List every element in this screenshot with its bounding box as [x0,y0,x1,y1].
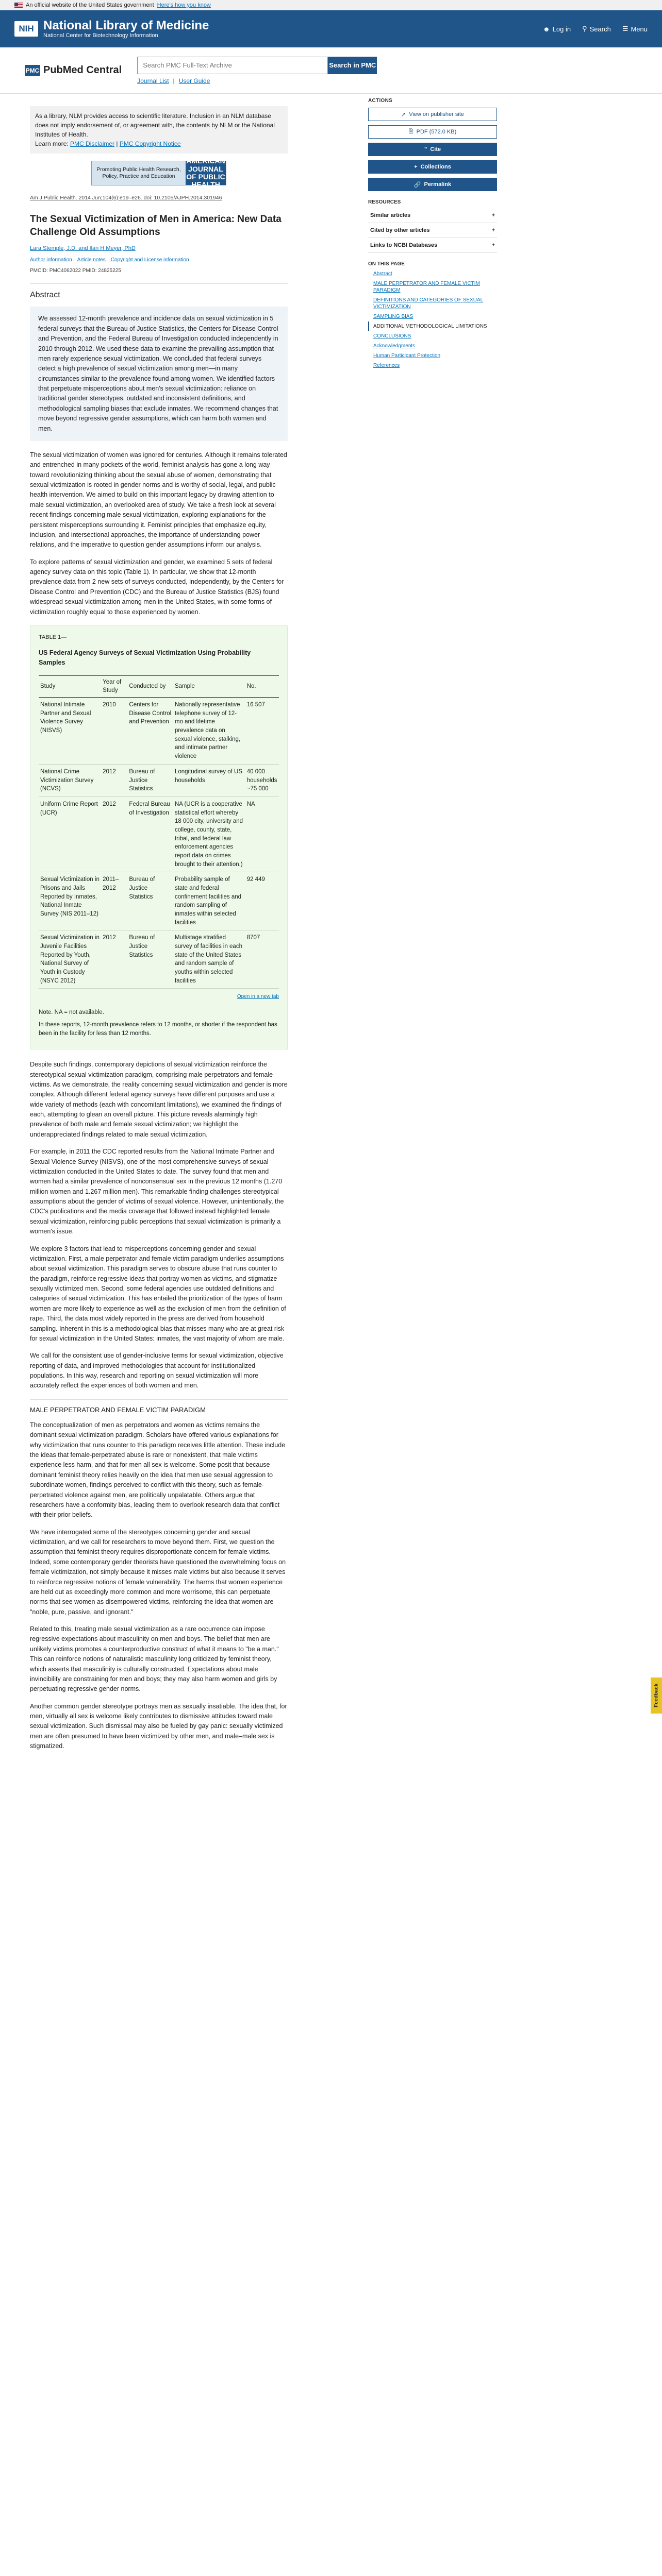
article-ids: PMCID: PMC4062022 PMID: 24825225 [30,268,121,274]
feedback-button[interactable]: Feedback [651,1677,662,1714]
table-1 [30,625,288,1049]
body-paragraph: To explore patterns of sexual victimization and gender, we examined 5 sets of federal agency survey data on this topic (Table 1). In particular, we show that 12-month prevalence data from 2 new sets of surveys conducted, independently, by the Centers for Disease Control and Prevention (CDC) and the Bureau of Justice Statistics (BJS) found widespread sexual victimization among men in the United States, with some forms of victimization roughly equal to those experienced by women. [30,558,284,616]
table-row: Sexual Victimization in Prisons and Jails Reported by Inmates, National Inmate Survey (NIS 2011–12) 2011–2012 Bureau of Justice Statistics Probability sample of state and federal confinement facilities and random sampling of inmates within selected facilities 92 449 [39,872,279,930]
nlm-logo[interactable] [14,19,209,38]
resource-similar[interactable]: Similar articles + [368,208,497,223]
collections-button[interactable]: + Collections [368,160,497,174]
toc-item[interactable]: Human Participant Protection [373,353,441,359]
permalink-button[interactable]: 🔗 Permalink [368,178,497,191]
body-paragraph: We explore 3 factors that lead to misperceptions concerning gender and sexual victimization. First, a male perpetrator and female victim paradigm underlies assumptions about sexual victimization. This paradigm serves to obscure abuse that runs counter to the paradigm, reinforce regressive ideas that portray women as victims, and stigmatize sexually victimized men. Second, some federal agencies use outdated definitions and categories of sexual victimization. This has entailed the prioritization of the types of harm women are more likely to experience as well as the exclusion of men from the definition of rape. Third, the data most widely reported in the press are derived from household sampling. Inherent in this is a methodological bias that misses many who are at great risk for sexual victimization in the United States: inmates, the vast majority of whom are male. [30,1245,286,1342]
pdf-button[interactable]: 🗎 PDF (572.0 KB) [368,125,497,139]
article-title: The Sexual Victimization of Men in America: New Data Challenge Old Assumptions [30,214,282,238]
login-button[interactable]: ☻ Log in [542,25,571,33]
table-header: No. [245,675,279,697]
search-icon: ⚲ [582,25,587,32]
pmc-search: Search PMC Full-Text Archive Search in PMC Journal List | User Guide [137,57,377,84]
body-paragraph: The sexual victimization of women was ignored for centuries. Although it remains tolerated and entrenched in many pockets of the world, feminist analysis has gone a long way toward revolutionizing thinking about the sexual abuse of women, demonstrating that sexual victimization is rooted in gender norms and is worthy of social, legal, and public health intervention. We aimed to build on this important legacy by drawing attention to male sexual victimization, an overlooked area of study. We take a fresh look at several recent findings concerning male sexual victimization, exploring explanations for the persistent misperceptions surrounding it. Feminist principles that emphasize equity, inclusion, and intersectional approaches, the importance of understanding power relations, and the imperative to question gender assumptions inform our analysis. [30,451,287,549]
quote-icon: ” [424,146,427,152]
toc-item-active[interactable]: ADDITIONAL METHODOLOGICAL LIMITATIONS [368,321,497,331]
gov-banner-text: An official website of the United States government [26,2,154,8]
article [30,94,288,1759]
pmc-bar [0,47,662,94]
table-note: Note. NA = not available. [39,1009,104,1015]
main-content [0,94,662,1759]
toc-item[interactable]: Acknowledgments [373,343,416,349]
table-label: TABLE 1— [39,634,67,640]
resource-ncbi-links[interactable]: Links to NCBI Databases + [368,238,497,253]
abstract-text: We assessed 12-month prevalence and incidence data on sexual victimization in 5 federal surveys that the Bureau of Justice Statistics, the Centers for Disease Control and Prevention, and the Federal Bureau of Investigation conducted independently in 2010 through 2012. We used these data to examine the prevailing assumption that men rarely experience sexual victimization. We concluded that federal surveys detect a high prevalence of sexual victimization among men—in many circumstances similar to the prevalence found among women. We identified factors that perpetuate misperceptions about men's sexual victimization: reliance on traditional gender stereotypes, outdated and inconsistent definitions, and methodological sampling biases that exclude inmates. We recommend changes that move beyond regressive gender assumptions, which can harm both women and men. [38,315,278,432]
nlm-notice: As a library, NLM provides access to scientific literature. Inclusion in an NLM database does not imply endorsement of, or agreement with, the contents by NLM or the National Institutes of Health. Learn more: PMC Disclaimer | PMC Copyright Notice [30,106,288,154]
link-icon: 🔗 [413,181,421,188]
toc-item[interactable]: MALE PERPETRATOR AND FEMALE VICTIM PARADIGM [373,281,480,293]
body-paragraph: We call for the consistent use of gender-inclusive terms for sexual victimization, objective reporting of data, and improved methodologies that account for institutionalized populations. In this way, research and reporting on sexual victimization will more accurately reflect the experiences of both women and men. [30,1352,284,1389]
survey-table [39,675,279,989]
author-info-link[interactable]: Author information [30,257,72,263]
copyright-info-link[interactable]: Copyright and License information [110,257,189,263]
toc-item[interactable]: SAMPLING BIAS [373,314,413,319]
gov-banner-link[interactable]: Here's how you know [157,2,211,8]
gov-banner [0,0,662,10]
file-icon: 🗎 [408,128,413,135]
sidebar [368,94,497,1759]
ad-left-text: Promoting Public Health Research, Policy, Practice and Education [92,161,186,185]
copyright-link[interactable]: PMC Copyright Notice [119,140,181,147]
toc-item[interactable]: DEFINITIONS AND CATEGORIES OF SEXUAL VICTIMIZATION [373,297,484,310]
body-paragraph: Another common gender stereotype portrays men as sexually insatiable. The idea that, for men, virtually all sex is welcome likely contributes to dismissive attitudes toward male sexual victimization. Such dismissal may also be fueled by gay panic: sexually victimized men are often presumed to have been victimized by other men, and male–male sex is stigmatized. [30,1702,287,1750]
article-notes-link[interactable]: Article notes [77,257,106,263]
body-paragraph: We have interrogated some of the stereotypes concerning gender and sexual victimization, and we call for researchers to move beyond them. First, we question the assumption that feminist theory requires disproportionate concern for female victims. Indeed, some contemporary gender theorists have questioned the overwhelming focus on female victimization, not simply because it misses male victims but also because it serves to reinforce regressive notions of female vulnerability. The harms that women experience are held out as exceedingly more common and more worrisome, this can perpetuate norms that see women as disempowered victims, reinforcing the idea that women are "noble, pure, passive, and ignorant." [30,1528,286,1616]
menu-button[interactable]: ☰ Menu [622,25,648,33]
plus-icon: + [491,227,495,233]
view-publisher-button[interactable]: ↗ View on publisher site [368,108,497,121]
resource-cited-by[interactable]: Cited by other articles + [368,223,497,238]
notice-learn: Learn more: [35,140,69,147]
body-paragraph: For example, in 2011 the CDC reported results from the National Intimate Partner and Sexual Violence Survey (NISVS), one of the most comprehensive surveys of sexual victimization conducted in the United States to date. The survey found that men and women had a similar prevalence of nonconsensual sex in the previous 12 months (1.270 million women and 1.267 million men). This remarkable finding challenges stereotypical assumptions about the gender of victims of sexual violence. However, unintentionally, the CDC's publications and the media coverage that followed instead highlighted female sexual victimization, reinforcing public perceptions that sexual victimization is primarily a women's issue. [30,1148,284,1235]
pmc-name: PubMed Central [43,64,122,76]
section-heading: MALE PERPETRATOR AND FEMALE VICTIM PARADIGM [30,1399,288,1415]
user-icon: ☻ [542,25,550,33]
disclaimer-link[interactable]: PMC Disclaimer [70,140,115,147]
external-link-icon: ↗ [401,111,406,118]
table-row: National Intimate Partner and Sexual Violence Survey (NISVS) 2010 Centers for Disease Control and Prevention Nationally representative telephone survey of 12-mo and lifetime prevalence data on sexual violence, stalking, and intimate partner violence 16 507 [39,698,279,765]
cite-button[interactable]: ” Cite [368,143,497,156]
toc-item[interactable]: References [373,363,400,368]
body-paragraph: Related to this, treating male sexual victimization as a rare occurrence can impose regressive expectations about masculinity on men and boys. The belief that men are unlikely victims promotes a counterproductive construct of what it means to "be a man." This can reinforce notions of naturalistic masculinity long criticized by feminist theory, which asserts that masculinity is culturally constructed. Expectations about male invincibility are constraining for men and boys; they may also harm women and girls by perpetuating regressive gender norms. [30,1625,279,1693]
ad-right-text: AMERICAN JOURNAL OF PUBLIC HEALTH [186,157,225,189]
plus-icon: + [491,212,495,218]
body-paragraph: The conceptualization of men as perpetrators and women as victims remains the dominant sexual victimization paradigm. Scholars have offered various explanations for why victimization that runs counter to this paradigm receives little attention. These include the ideas that female-perpetrated abuse is rare or nonexistent, that male victims experience less harm, and that for men all sex is welcome. Some posit that because dominant feminist theory relies heavily on the idea that men use sexual aggression to subordinate women, findings perceived to conflict with this theory, such as female-perpetrated violence against men, are politically unpalatable. Others argue that researchers have a conformity bias, leading them to overlook research data that conflict with their prior beliefs. [30,1421,286,1519]
user-guide-link[interactable]: User Guide [178,77,210,84]
journal-list-link[interactable]: Journal List [137,77,169,84]
notice-text: As a library, NLM provides access to scientific literature. Inclusion in an NLM database does not imply endorsement of, or agreement with, the contents by NLM or the National Institutes of Health. [35,112,275,138]
citation[interactable]: Am J Public Health. 2014 Jun;104(6):e19–e26. doi: 10.2105/AJPH.2014.301946 [30,195,222,201]
search-button[interactable]: ⚲ Search [582,25,611,33]
table-row: Uniform Crime Report (UCR) 2012 Federal Bureau of Investigation NA (UCR is a cooperative statistical effort whereby 18 000 city, university and college, county, state, tribal, and federal law enforcement agencies report data on crimes brought to their attention.) NA [39,796,279,872]
table-row: Sexual Victimization in Juvenile Facilities Reported by Youth, National Survey of Youth in Custody (NSYC 2012) 2012 Bureau of Justice Statistics Multistage stratified survey of facilities in each state of the United States and random sample of youths within selected facilities 8707 [39,930,279,989]
body-paragraph: Despite such findings, contemporary depictions of sexual victimization reinforce the stereotypical sexual victimization paradigm, comprising male perpetrators and female victims. As we demonstrate, the reality concerning sexual victimization and gender is more complex. Although different federal agency surveys have different purposes and use a wide variety of methods (each with concomitant limitations), we examined the findings of each, attempting to glean an overall picture. This picture reveals alarmingly high prevalence of both male and female sexual victimization; we highlight the underappreciated findings related to male sexual victimization. [30,1061,288,1138]
abstract-heading: Abstract [30,283,288,302]
pmc-logo[interactable] [25,64,122,76]
table-title: US Federal Agency Surveys of Sexual Victimization Using Probability Samples [39,649,251,667]
table-footnote: In these reports, 12-month prevalence refers to 12 months, or shorter if the respondent has been in the facility for less than 12 months. [39,1021,277,1037]
pmc-logo-icon: PMC [25,65,40,76]
plus-icon: + [491,242,495,248]
table-header: Sample [173,675,245,697]
plus-icon: + [414,164,418,170]
nlm-header [0,10,662,47]
open-table-link[interactable]: Open in a new tab [237,994,279,1000]
toc-item[interactable]: CONCLUSIONS [373,333,411,339]
table-header: Study [39,675,101,697]
menu-icon: ☰ [622,25,628,32]
pmc-search-input[interactable] [137,57,328,74]
header-actions [543,25,648,33]
resources-heading: RESOURCES [368,199,401,205]
meta-links [30,256,288,264]
org-name: National Library of Medicine [43,19,209,33]
toc-item[interactable]: Abstract [373,271,392,277]
us-flag-icon [14,3,23,8]
table-header: Year of Study [101,675,127,697]
table-header: Conducted by [127,675,173,697]
nih-logo-icon: NIH [14,21,38,37]
journal-banner-ad[interactable] [91,157,226,189]
actions-heading: ACTIONS [368,98,393,104]
org-sub: National Center for Biotechnology Information [43,32,158,39]
authors[interactable]: Lara Stemple, J.D. and Ilan H Meyer, PhD [30,245,136,251]
table-row: National Crime Victimization Survey (NCVS) 2012 Bureau of Justice Statistics Longitudinal survey of US households 40 000 households ~75 000 [39,764,279,796]
abstract [30,307,288,441]
toc-heading: ON THIS PAGE [368,261,405,267]
pmc-search-button[interactable]: Search in PMC [328,57,377,74]
